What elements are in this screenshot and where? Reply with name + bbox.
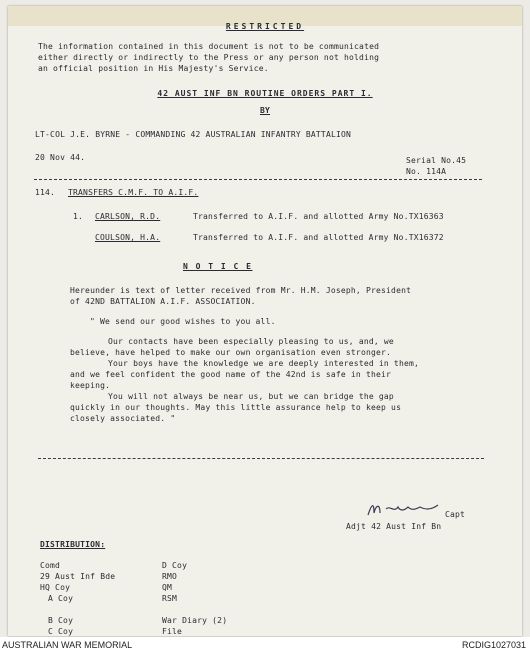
order-number: No. 114A bbox=[406, 167, 447, 176]
distribution-left-7: C Coy bbox=[48, 627, 74, 636]
order-title-text: 42 AUST INF BN ROUTINE ORDERS PART I. bbox=[157, 89, 373, 98]
quote-line-6: keeping. bbox=[70, 381, 111, 390]
quote-line-7: You will not always be near us, but we can bridge the gap bbox=[108, 392, 394, 401]
classification-text: RESTRICTED bbox=[225, 22, 305, 31]
footer-id: RCDIG1027031 bbox=[461, 640, 526, 650]
header-rule bbox=[34, 179, 482, 180]
notice-line-3: an official position in His Majesty's Service. bbox=[38, 64, 269, 73]
commander-line: LT-COL J.E. BYRNE - COMMANDING 42 AUSTRALIAN INFANTRY BATTALION bbox=[35, 130, 352, 139]
by-text: BY bbox=[259, 106, 271, 115]
distribution-heading bbox=[40, 540, 105, 549]
entry-name-1-text: CARLSON, R.D. bbox=[95, 212, 161, 221]
distribution-right-1: D Coy bbox=[162, 561, 188, 570]
quote-line-2: Our contacts have been especially pleasing to us, and, we bbox=[108, 337, 394, 346]
item-heading-text: TRANSFERS C.M.F. TO A.I.F. bbox=[68, 188, 199, 197]
signature-rank: Capt bbox=[445, 510, 466, 519]
distribution-heading-text: DISTRIBUTION: bbox=[40, 540, 106, 549]
distribution-right-3: QM bbox=[162, 583, 173, 592]
distribution-right-4: RSM bbox=[162, 594, 178, 603]
serial-number: Serial No.45 bbox=[406, 156, 467, 165]
classification-heading bbox=[8, 22, 522, 31]
distribution-right-7: File bbox=[162, 627, 183, 636]
distribution-left-1: Comd bbox=[40, 561, 61, 570]
entry-text-1: Transferred to A.I.F. and allotted Army No.TX16363 bbox=[193, 212, 444, 221]
archive-footer bbox=[0, 637, 530, 654]
quote-line-5: and we feel confident the good name of the 42nd is safe in their bbox=[70, 370, 392, 379]
distribution-right-6: War Diary (2) bbox=[162, 616, 228, 625]
entry-name-2 bbox=[95, 233, 160, 242]
item-number: 114. bbox=[35, 188, 56, 197]
notice-intro-2: of 42ND BATTALION A.I.F. ASSOCIATION. bbox=[70, 297, 256, 306]
quote-line-3: believe, have helped to make our own organisation even stronger. bbox=[70, 348, 392, 357]
distribution-left-3: HQ Coy bbox=[40, 583, 71, 592]
distribution-right-2: RMO bbox=[162, 572, 178, 581]
notice-line-1: The information contained in this document is not to be communicated bbox=[38, 42, 380, 51]
entry-text-2: Transferred to A.I.F. and allotted Army No.TX16372 bbox=[193, 233, 444, 242]
document-page bbox=[8, 6, 522, 636]
notice-line-2: either directly or indirectly to the Press or any person not holding bbox=[38, 53, 380, 62]
notice-rule bbox=[38, 458, 484, 459]
notice-heading-text: N O T I C E bbox=[183, 262, 253, 271]
list-number: 1. bbox=[73, 212, 84, 221]
distribution-left-6: B Coy bbox=[48, 616, 74, 625]
signature-appointment: Adjt 42 Aust Inf Bn bbox=[346, 522, 442, 531]
notice-intro-1: Hereunder is text of letter received from Mr. H.M. Joseph, President bbox=[70, 286, 412, 295]
quote-line-8: quickly in our thoughts. May this little assurance help to keep us bbox=[70, 403, 402, 412]
quote-line-4: Your boys have the knowledge we are deeply interested in them, bbox=[108, 359, 420, 368]
entry-name-2-text: COULSON, H.A. bbox=[95, 233, 161, 242]
quote-line-1: " We send our good wishes to you all. bbox=[90, 317, 276, 326]
item-heading bbox=[68, 188, 198, 197]
distribution-left-2: 29 Aust Inf Bde bbox=[40, 572, 116, 581]
distribution-left-4: A Coy bbox=[48, 594, 74, 603]
entry-name-1 bbox=[95, 212, 160, 221]
notice-heading bbox=[183, 262, 252, 271]
order-title bbox=[8, 89, 522, 98]
by-line bbox=[8, 106, 522, 115]
handwritten-signature bbox=[364, 499, 442, 521]
footer-source: AUSTRALIAN WAR MEMORIAL bbox=[2, 640, 133, 650]
order-date: 20 Nov 44. bbox=[35, 153, 86, 162]
quote-line-9: closely associated. " bbox=[70, 414, 176, 423]
